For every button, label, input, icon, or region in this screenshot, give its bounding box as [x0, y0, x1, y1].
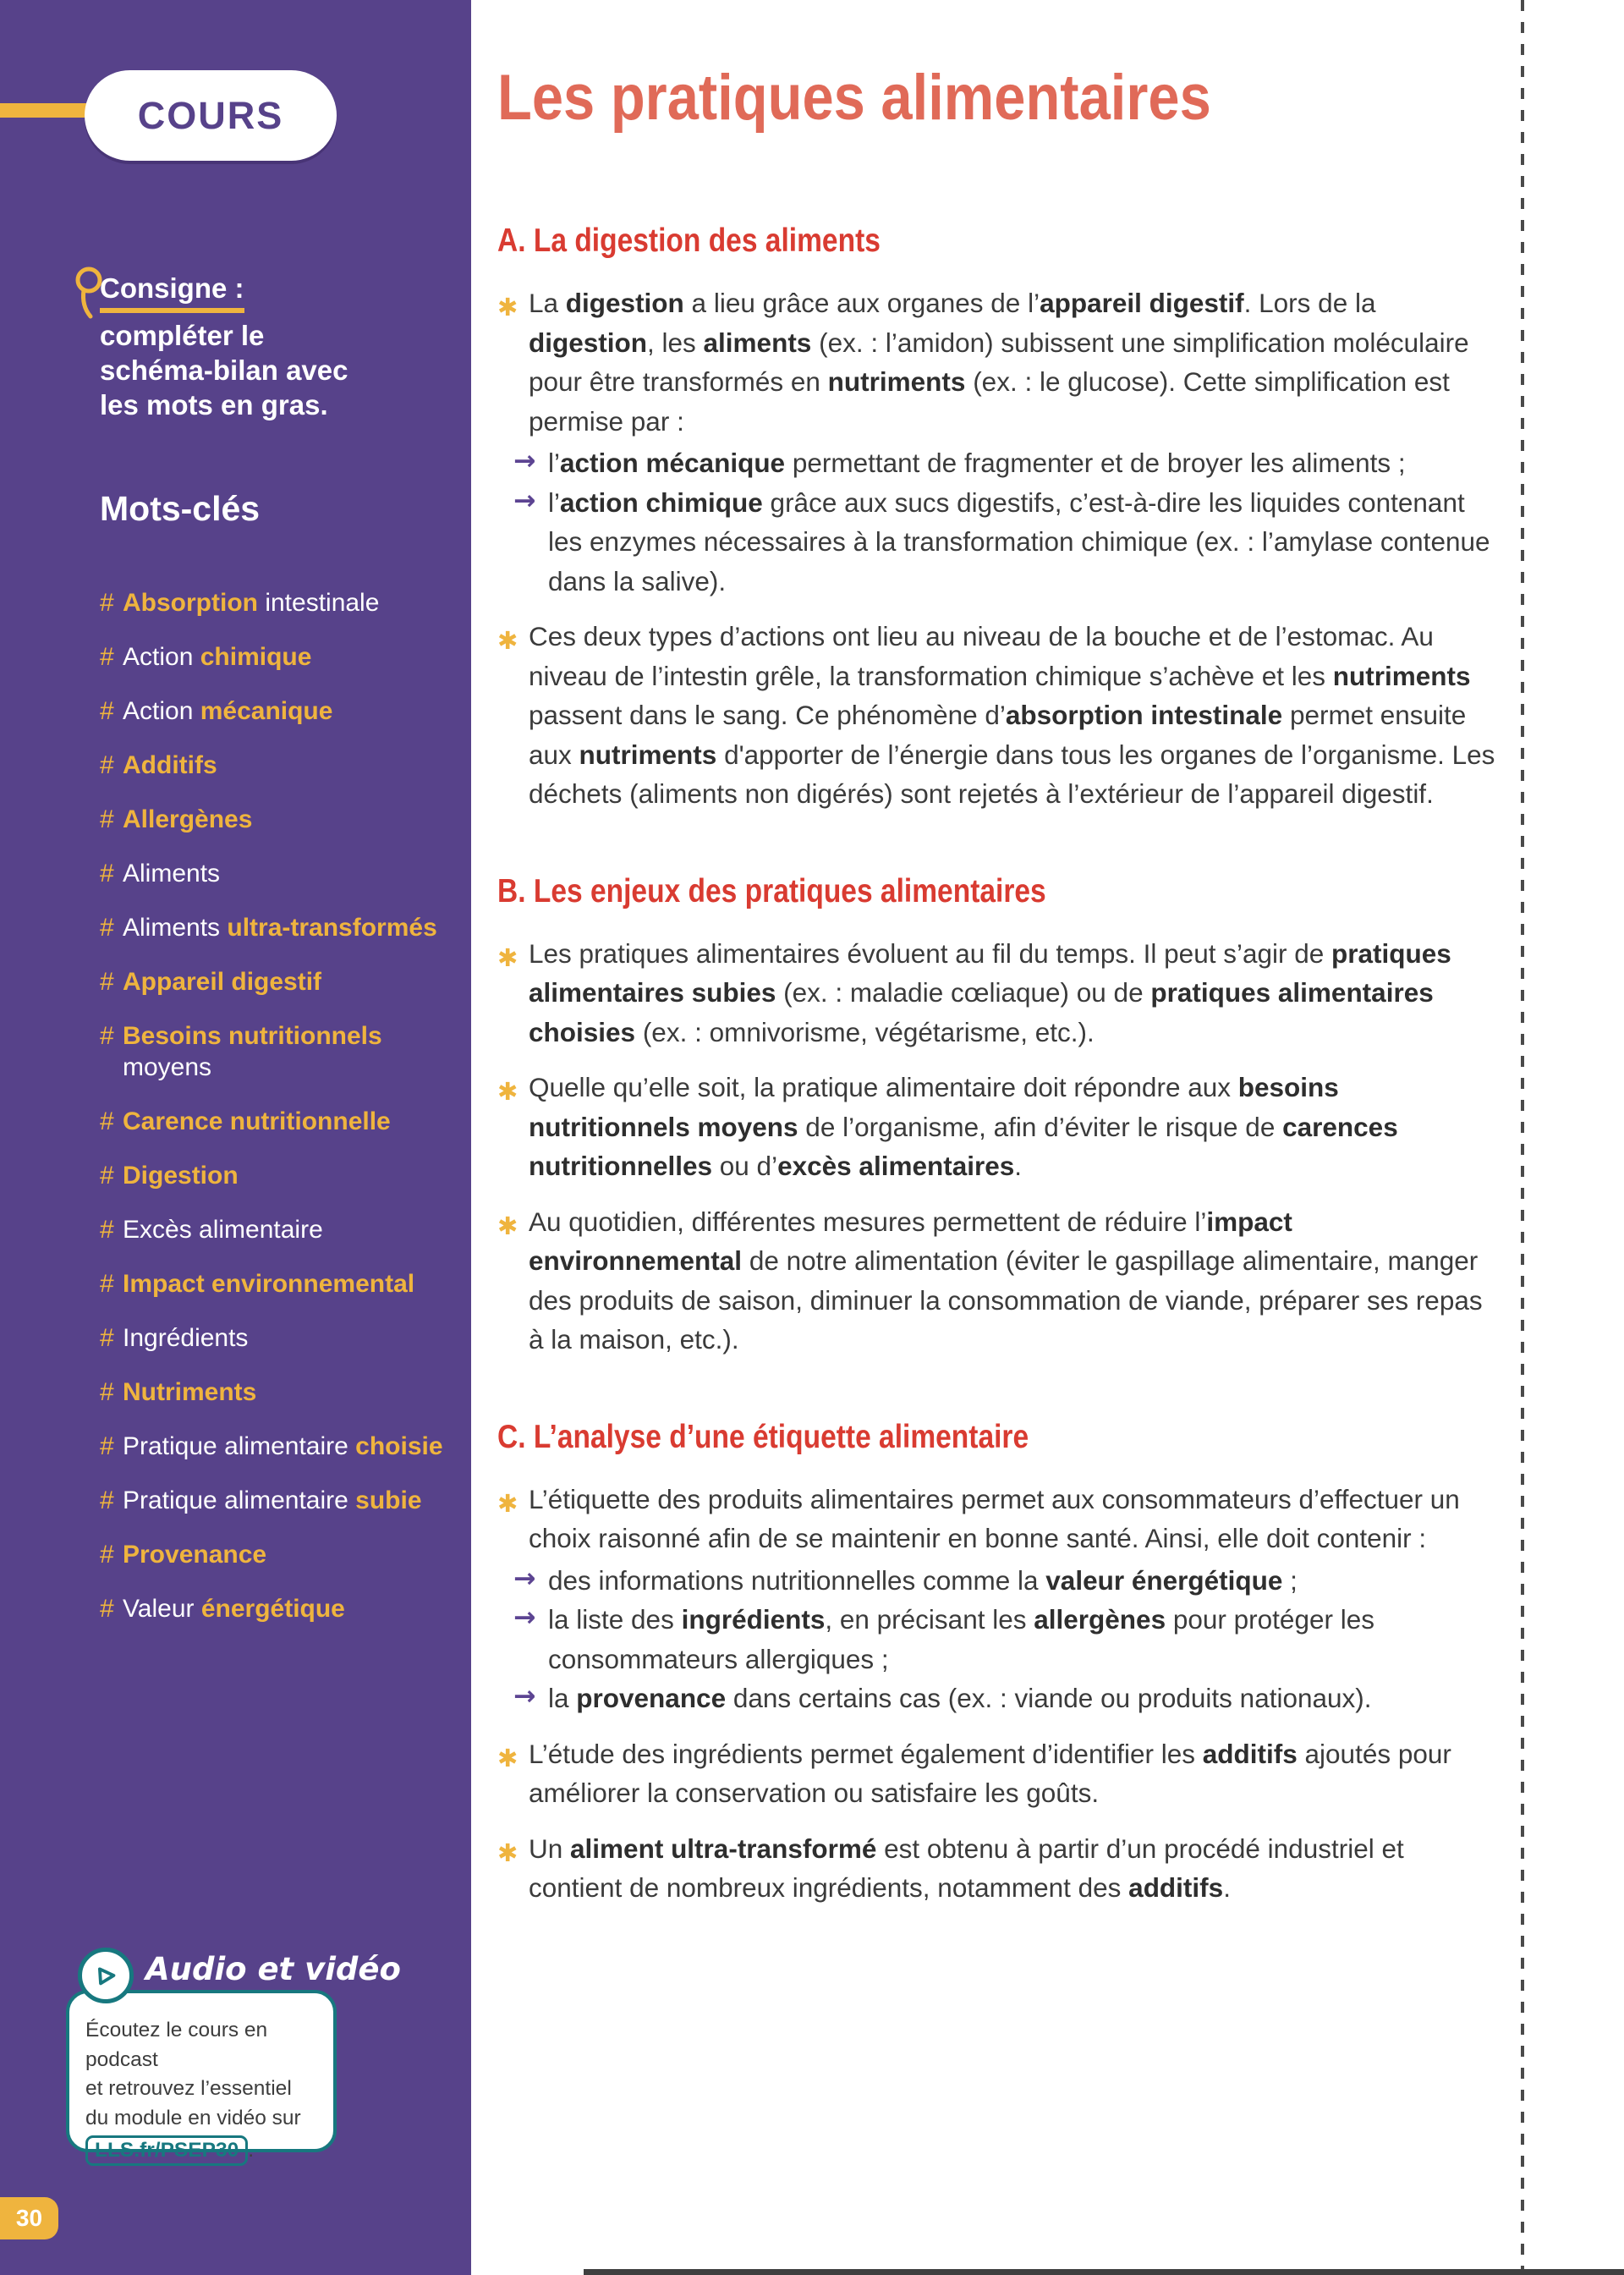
section-heading: A. La digestion des aliments — [497, 223, 881, 259]
bullet-paragraph: ✱ La digestion a lieu grâce aux organes de l’appareil digestif. Lors de la digestion, les aliments (ex. : l’amidon) subissent une simplification moléculaire pour être transformés en nutriments (ex. : le glucose). Cette simplification est permise par : — [497, 288, 1469, 437]
audio-video-title: Audio et vidéo — [145, 1951, 401, 1987]
arrow-list-item: → la provenance dans certains cas (ex. : viande ou produits nationaux). — [497, 1679, 1499, 1718]
sections-container — [497, 223, 1499, 1908]
hash-symbol: # — [100, 914, 114, 942]
keyword-item: # Digestion — [100, 1162, 239, 1190]
pin-icon — [71, 266, 107, 329]
arrow-icon: → — [513, 446, 536, 476]
audio-link-line — [85, 2135, 323, 2166]
arrow-list-item: → la liste des ingrédients, en précisant les allergènes pour protéger les consommateurs allergiques ; — [497, 1600, 1499, 1679]
keyword-item: # Action chimique — [100, 643, 312, 671]
page-number: 30 — [15, 2205, 43, 2231]
audio-text-lines — [85, 2016, 323, 2133]
consigne-block — [100, 271, 387, 422]
consigne-line: schéma-bilan avec — [100, 354, 348, 386]
hash-symbol: # — [100, 860, 114, 887]
asterisk-bullet-icon: ✱ — [497, 1077, 518, 1106]
lls-link[interactable]: LLS.fr/PSEP30 — [85, 2135, 248, 2166]
keyword-item: # Pratique alimentaire subie — [100, 1486, 422, 1514]
keyword-item: # Ingrédients — [100, 1324, 249, 1352]
bullet-paragraph: ✱ Quelle qu’elle soit, la pratique alimentaire doit répondre aux besoins nutritionnels moyens de l’organisme, afin d’éviter le risque de carences nutritionnelles ou d’excès alimentaires. — [497, 1072, 1398, 1181]
dashed-cut-line — [1521, 0, 1524, 2275]
bullet-paragraph: ✱ Ces deux types d’actions ont lieu au niveau de la bouche et de l’estomac. Au niveau de l’intestin grêle, la transformation chimique s’achève et les nutriments passent dans le sang. Ce phénomène d’absorption intestinale permet ensuite aux nutriments d'apporter de l’énergie dans tous les organes de l’organisme. Les déchets (aliments non digérés) sont rejetés à l’extérieur de l’appareil digestif. — [497, 621, 1495, 809]
hash-symbol: # — [100, 1324, 114, 1352]
hash-symbol: # — [100, 1486, 114, 1514]
link-period: . — [248, 2139, 255, 2162]
asterisk-bullet-icon: ✱ — [497, 293, 518, 321]
cours-badge-label: COURS — [137, 93, 284, 137]
hash-symbol: # — [100, 751, 114, 779]
keyword-item: # Action mécanique — [100, 697, 333, 725]
hash-symbol: # — [100, 1378, 114, 1406]
hash-symbol: # — [100, 589, 114, 617]
hash-symbol: # — [100, 643, 114, 671]
arrow-list-item: → des informations nutritionnelles comme la valeur énergétique ; — [497, 1561, 1499, 1601]
section-heading: C. L’analyse d’une étiquette alimentaire — [497, 1418, 1029, 1455]
bullet-paragraph: ✱ L’étude des ingrédients permet également d’identifier les additifs ajoutés pour améliorer la conservation ou satisfaire les goûts. — [497, 1738, 1451, 1808]
hash-symbol: # — [100, 1270, 114, 1298]
arrow-icon: → — [513, 1602, 536, 1633]
keyword-item: # Allergènes — [100, 805, 253, 833]
hash-symbol: # — [100, 968, 114, 996]
asterisk-bullet-icon: ✱ — [497, 626, 518, 655]
keyword-item: # Provenance — [100, 1541, 267, 1569]
keyword-item: # Additifs — [100, 751, 217, 779]
bullet-paragraph: ✱ L’étiquette des produits alimentaires permet aux consommateurs d’effectuer un choix raisonné afin de se maintenir en bonne santé. Ainsi, elle doit contenir : — [497, 1483, 1460, 1553]
asterisk-bullet-icon: ✱ — [497, 942, 518, 972]
audio-text-line: du module en vidéo sur — [85, 2106, 301, 2129]
arrow-list-item: → l’action chimique grâce aux sucs digestifs, c’est-à-dire les liquides contenant les enzymes nécessaires à la transformation chimique (ex. : l’amylase contenue dans la salive). — [497, 483, 1499, 602]
keyword-item: # Aliments ultra-transformés — [100, 914, 437, 942]
keyword-item: # Excès alimentaire — [100, 1216, 323, 1244]
cours-badge — [85, 70, 337, 161]
keyword-item: # Absorption intestinale — [100, 589, 380, 617]
sidebar — [0, 0, 471, 2275]
asterisk-bullet-icon: ✱ — [497, 1488, 518, 1518]
arrow-icon: → — [513, 485, 536, 516]
arrow-list — [497, 1561, 1499, 1718]
asterisk-bullet-icon: ✱ — [497, 1743, 518, 1772]
keywords-title: Mots-clés — [100, 489, 261, 528]
arrow-icon: → — [513, 1563, 536, 1594]
keyword-item: # Pratique alimentaire choisie — [100, 1432, 443, 1460]
hash-symbol: # — [100, 697, 114, 725]
keyword-item: # Besoins nutritionnels moyens — [100, 1022, 382, 1081]
hash-symbol: # — [100, 1162, 114, 1190]
audio-video-box — [66, 1990, 337, 2162]
play-icon[interactable] — [78, 1948, 134, 2003]
keyword-item: # Nutriments — [100, 1378, 257, 1406]
hash-symbol: # — [100, 805, 114, 833]
arrow-list — [497, 443, 1499, 601]
consigne-lines — [100, 318, 387, 422]
page-number-badge — [0, 2197, 58, 2239]
hash-symbol: # — [100, 1022, 114, 1050]
consigne-label: Consigne : — [100, 271, 244, 313]
keyword-item: # Aliments — [100, 860, 221, 887]
asterisk-bullet-icon: ✱ — [497, 1838, 518, 1867]
consigne-line: compléter le — [100, 320, 265, 351]
arrow-list-item: → l’action mécanique permettant de fragmenter et de broyer les aliments ; — [497, 443, 1499, 483]
bottom-edge-bar — [584, 2269, 1624, 2275]
arrow-icon: → — [513, 1681, 536, 1712]
hash-symbol: # — [100, 1595, 114, 1623]
section-heading: B. Les enjeux des pratiques alimentaires — [497, 872, 1046, 909]
keyword-item: # Appareil digestif — [100, 968, 322, 996]
hash-symbol: # — [100, 1541, 114, 1569]
keyword-item: # Valeur énergétique — [100, 1595, 345, 1623]
asterisk-bullet-icon: ✱ — [497, 1211, 518, 1240]
keyword-item: # Impact environnemental — [100, 1270, 415, 1298]
main-content — [497, 0, 1499, 1908]
bullet-paragraph: ✱ Au quotidien, différentes mesures permettent de réduire l’impact environnemental de notre alimentation (éviter le gaspillage alimentaire, manger des produits de saison, diminuer la consommation de viande, préparer ses repas à la maison, etc.). — [497, 1206, 1483, 1355]
audio-text-line: Écoutez le cours en podcast — [85, 2019, 268, 2071]
keyword-item: # Carence nutritionnelle — [100, 1107, 391, 1135]
consigne-line: les mots en gras. — [100, 389, 328, 420]
hash-symbol: # — [100, 1432, 114, 1460]
audio-text-line: et retrouvez l’essentiel — [85, 2077, 292, 2100]
page-title: Les pratiques alimentaires — [497, 62, 1211, 134]
hash-symbol: # — [100, 1107, 114, 1135]
bullet-paragraph: ✱ Un aliment ultra-transformé est obtenu à partir d’un procédé industriel et contient de nombreux ingrédients, notamment des additifs. — [497, 1833, 1404, 1903]
hash-symbol: # — [100, 1216, 114, 1244]
keywords-list — [100, 587, 464, 1647]
bullet-paragraph: ✱ Les pratiques alimentaires évoluent au fil du temps. Il peut s’agir de pratiques alimentaires subies (ex. : maladie cœliaque) ou de pratiques alimentaires choisies (ex. : omnivorisme, végétarisme, etc.). — [497, 937, 1451, 1047]
